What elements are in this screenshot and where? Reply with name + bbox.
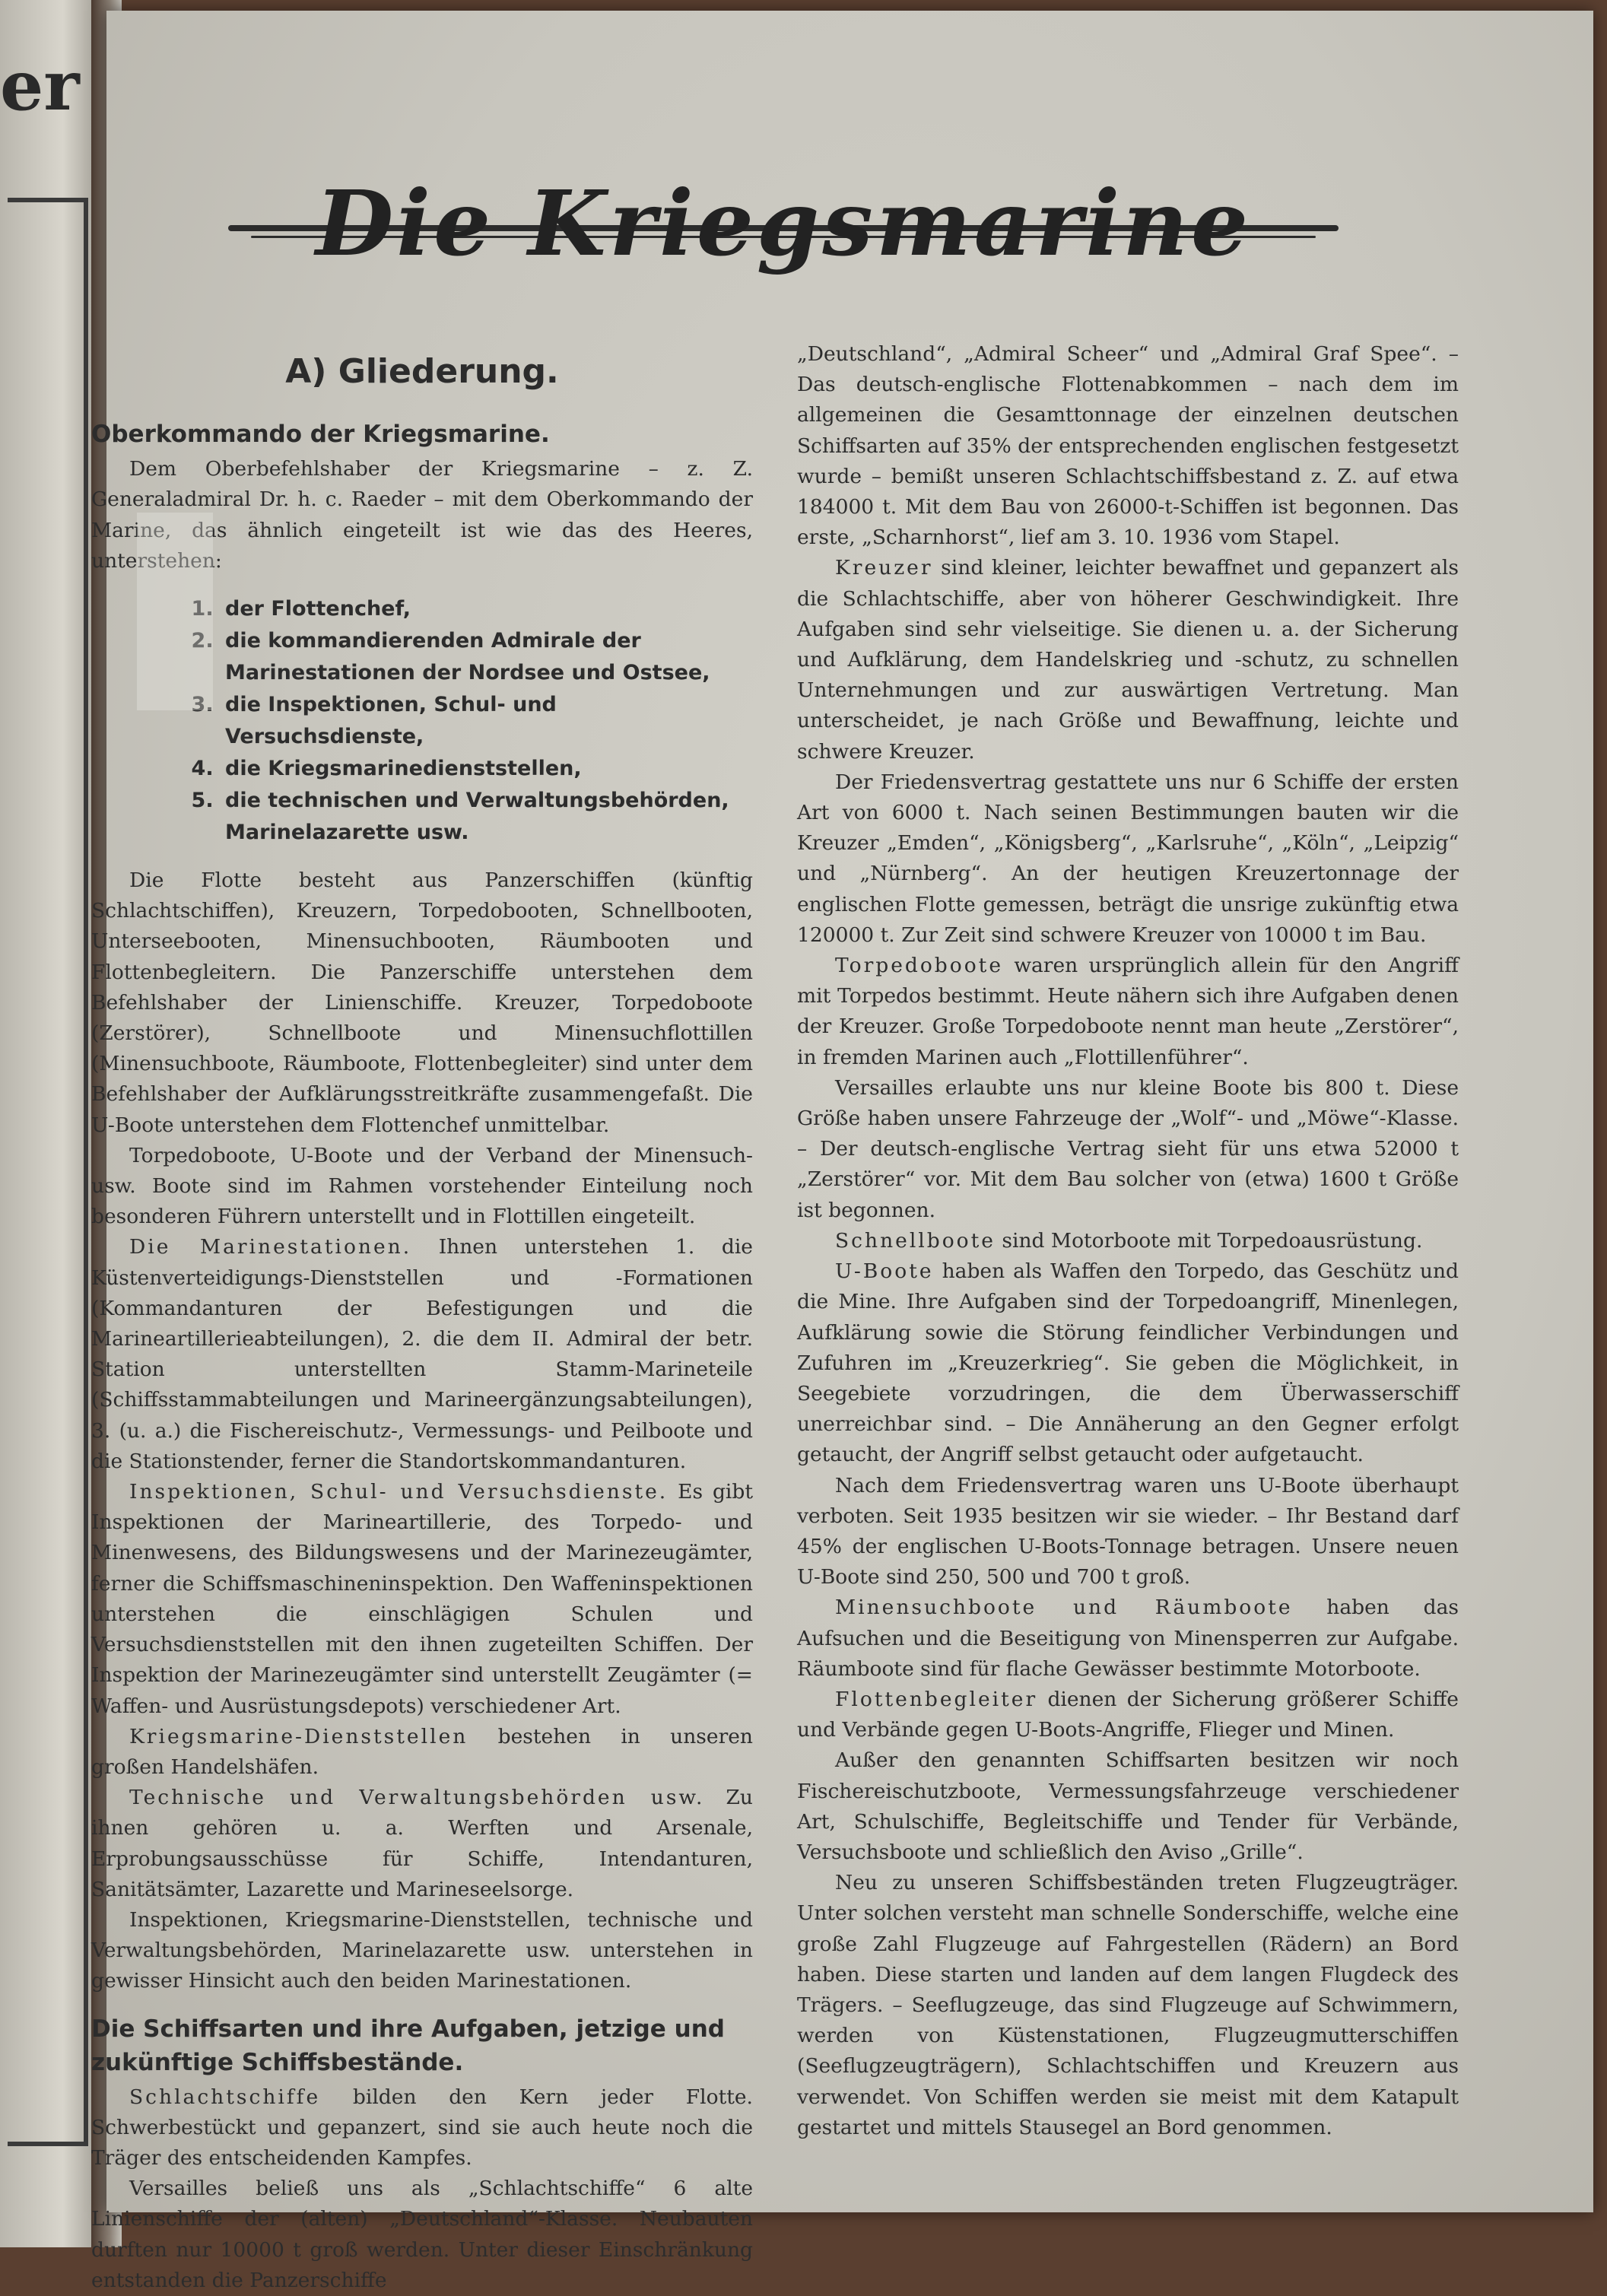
paragraph bbox=[797, 1256, 1459, 1470]
paragraph-lead: Flottenbegleiter bbox=[835, 1687, 1038, 1711]
paragraph-text: waren ursprünglich allein für den Angriff mit Torpedos bestimmt. Heute nähern sich ihre Aufgaben denen der Kreuzer. Große Torpedoboote nennt man heute „Zerstörer“, in fremden Marinen auch „Flottillenführer“. bbox=[797, 954, 1459, 1069]
paragraph bbox=[797, 1226, 1459, 1256]
list-item: 2. die kommandierenden Admirale der Marinestationen der Nordsee und Ostsee, bbox=[221, 625, 753, 689]
paragraph bbox=[91, 1477, 753, 1722]
paragraph-text: Es gibt Inspektionen der Marineartillerie, des Torpedo- und Minenwesens, des Bildungswesens und der Marinezeugämter, ferner die Schiffsmaschineninspektion. Den Waffeninspektionen unterstehen die einschlägigen Schulen und Versuchsdienststellen mit den ihnen zugeteilten Schiffen. Der Inspektion der Marinezeugämter sind unterstellt Zeugämter (= Waffen- und Ausrüstungsdepots) verschiedener Art. bbox=[91, 1480, 754, 1718]
paragraph-lead: Schlachtschiffe bbox=[129, 2085, 321, 2109]
subsection-heading: Die Schiffsarten und ihre Aufgaben, jetzige und zukünftige Schiffsbestände. bbox=[91, 2015, 725, 2076]
paragraph: Neu zu unseren Schiffsbeständen treten Flugzeugträger. Unter solchen versteht man schnelle Sonderschiffe, welche eine große Zahl Flugzeuge auf Fahrgestellen (Rädern) an Bord haben. Diese starten und landen auf dem langen Flugdeck des Trägers. – Seeflugzeuge, das sind Flugzeuge auf Schwimmern, werden von Küstenstationen, Flugzeugmutterschiffen (Seeflugzeugträgern), Schlachtschiffen und Kreuzern aus verwendet. Von Schiffen werden sie meist mit dem Katapult gestartet und mittels Stausegel an Bord genommen. bbox=[797, 1871, 1459, 2139]
paragraph: Außer den genannten Schiffsarten besitzen wir noch Fischereischutzboote, Vermessungsfahrzeuge verschiedener Art, Schulschiffe, Begleitschiffe und Tender für Verbände, Versuchsboote und schließlich den Aviso „Grille“. bbox=[797, 1748, 1459, 1864]
paragraph-lead: Torpedoboote bbox=[835, 954, 1004, 978]
paragraph bbox=[797, 951, 1459, 1073]
list-item: 4. die Kriegsmarinedienststellen, bbox=[221, 753, 753, 785]
paragraph: Dem Oberbefehlshaber der Kriegsmarine – z. Z. Generaladmiral Dr. h. c. Raeder – mit dem Oberkommando der Marine, das ähnlich eingeteilt ist wie das des Heeres, unterstehen: bbox=[91, 457, 753, 573]
paragraph-text: Ihnen unterstehen 1. die Küstenverteidigungs-Dienststellen und -Formationen (Kommandanturen der Befestigungen und die Marineartillerieabteilungen), 2. die dem II. Admiral der betr. Station unterstellten Stamm-Marineteile (Schiffsstammabteilungen und Marineergänzungsabteilungen), 3. (u. a.) die Fischereischutz-, Vermessungs- und Peilboote und die Stationstender, ferner die Standortskommandanturen. bbox=[91, 1235, 753, 1473]
page-title: Die Kriegsmarine bbox=[315, 170, 1252, 276]
paragraph-text: sind Motorboote mit Torpedoausrüstung. bbox=[1002, 1228, 1423, 1253]
paragraph: Versailles erlaubte uns nur kleine Boote bis 800 t. Diese Größe haben unsere Fahrzeuge der „Wolf“- und „Möwe“-Klasse. – Der deutsch-englische Vertrag sieht für uns etwa 52000 t „Zerstörer“ vor. Mit dem Bau solcher von (etwa) 1600 t Größe ist begonnen. bbox=[797, 1075, 1459, 1222]
previous-page-title-fragment: er bbox=[0, 46, 80, 126]
paragraph bbox=[91, 1783, 753, 1905]
paragraph-lead: Minensuchboote und Räumboote bbox=[835, 1596, 1293, 1620]
list-item: 5. die technischen und Verwaltungsbehörden, Marinelazarette usw. bbox=[221, 785, 753, 849]
paragraph-text: Zu ihnen gehören u. a. Werften und Arsenale, Erprobungsausschüsse für Schiffe, Intendanturen, Sanitätsämter, Lazarette und Marineseelsorge. bbox=[91, 1786, 753, 1901]
paragraph bbox=[797, 1593, 1459, 1685]
paragraph: Der Friedensvertrag gestattete uns nur 6 Schiffe der ersten Art von 6000 t. Nach seinen Bestimmungen bauten wir die Kreuzer „Emden“, „Königsberg“, „Karlsruhe“, „Köln“, „Leipzig“ und „Nürnberg“. An der heutigen Kreuzertonnage der englischen Flotte gemessen, beträgt die unsrige zukünftig etwa 120000 t. Zur Zeit sind schwere Kreuzer von 10000 t im Bau. bbox=[797, 770, 1459, 947]
paragraph-text: sind kleiner, leichter bewaffnet und gepanzert als die Schlachtschiffe, aber von höherer Geschwindigkeit. Ihre Aufgaben sind sehr vielseitige. Sie dienen u. a. der Sicherung und Aufklärung, dem Handelskrieg und -schutz, zu schnellen Unternehmungen und zur auswärtigen Vertretung. Man unterscheidet, je nach Größe und Bewaffnung, leichte und schwere Kreuzer. bbox=[797, 556, 1459, 764]
paragraph-lead: U-Boote bbox=[835, 1259, 934, 1284]
paragraph: Die Flotte besteht aus Panzerschiffen (künftig Schlachtschiffen), Kreuzern, Torpedobooten, Schnellbooten, Unterseebooten, Minensuchbooten, Räumbooten und Flottenbegleitern. Die Panzerschiffe unterstehen dem Befehlshaber der Linienschiffe. Kreuzer, Torpedoboote (Zerstörer), Schnellboote und Minensuchflottillen (Minensuchboote, Räumboote, Flottenbegleiter) sind unter dem Befehlshaber der Aufklärungsstreitkräfte zusammengefaßt. Die U-Boote unterstehen dem Flottenchef unmittelbar. bbox=[91, 869, 753, 1137]
title-banner bbox=[228, 163, 1339, 292]
paragraph bbox=[797, 553, 1459, 767]
paragraph bbox=[91, 1722, 753, 1783]
paragraph-lead: Inspektionen, Schul- und Versuchsdienste. bbox=[129, 1480, 669, 1504]
tape-residue bbox=[137, 513, 213, 710]
list-item: 1. der Flottenchef, bbox=[221, 593, 753, 625]
subsection-heading: Oberkommando der Kriegsmarine. bbox=[91, 421, 550, 449]
paragraph bbox=[797, 1685, 1459, 1745]
previous-page-frame bbox=[8, 198, 88, 2146]
paragraph-text: dienen der Sicherung größerer Schiffe und Verbände gegen U-Boots-Angriffe, Flieger und Minen. bbox=[797, 1687, 1459, 1742]
document-page bbox=[91, 11, 1593, 2292]
paragraph: Torpedoboote, U-Boote und der Verband der Minensuch- usw. Boote sind im Rahmen vorstehender Einteilung noch besonderen Führern unterstellt und in Flottillen eingeteilt. bbox=[91, 1143, 753, 1229]
paragraph: „Deutschland“, „Admiral Scheer“ und „Admiral Graf Spee“. – Das deutsch-englische Flottenabkommen – nach dem im allgemeinen die Gesamttonnage der einzelnen deutschen Schiffsarten auf 35% der entsprechenden englischen festgesetzt wurde – bemißt unseren Schlachtschiffsbestand z. Z. auf etwa 184000 t. Mit dem Bau von 26000-t-Schiffen ist begonnen. Das erste, „Scharnhorst“, lief am 3. 10. 1936 vom Stapel. bbox=[797, 342, 1459, 550]
paragraph: Versailles beließ uns als „Schlachtschiffe“ 6 alte Linienschiffe der (alten) „Deutschland“-Klasse. Neubauten durften nur 10000 t groß werden. Unter dieser Einschränkung entstanden die Panzerschiffe bbox=[91, 2177, 753, 2292]
list-item: 3. die Inspektionen, Schul- und Versuchsdienste, bbox=[221, 689, 753, 753]
paragraph: Nach dem Friedensvertrag waren uns U-Boote überhaupt verboten. Seit 1935 besitzen wir sie wieder. – Ihr Bestand darf 45% der englischen U-Boots-Tonnage betragen. Unsere neuen U-Boote sind 250, 500 und 700 t groß. bbox=[797, 1473, 1459, 1589]
paragraph-lead: Schnellboote bbox=[835, 1228, 996, 1253]
paragraph bbox=[91, 2082, 753, 2174]
paragraph bbox=[91, 1232, 753, 1477]
paragraph: Inspektionen, Kriegsmarine-Dienststellen, technische und Verwaltungsbehörden, Marinelazarette usw. unterstehen in gewisser Hinsicht auch den beiden Marinestationen. bbox=[91, 1907, 753, 1993]
paragraph-lead: Technische und Verwaltungsbehörden usw. bbox=[129, 1786, 705, 1810]
paragraph-lead: Die Marinestationen. bbox=[129, 1235, 412, 1259]
paragraph-lead: Kreuzer bbox=[835, 556, 933, 580]
paragraph-text: bilden den Kern jeder Flotte. Schwerbestückt und gepanzert, sind sie auch heute noch die Träger des entscheidenden Kampfes. bbox=[91, 2085, 753, 2170]
paragraph-text: bestehen in unseren großen Handelshäfen. bbox=[91, 1724, 753, 1779]
paragraph-lead: Kriegsmarine-Dienststellen bbox=[129, 1724, 468, 1748]
right-column bbox=[797, 339, 1459, 2143]
paragraph-text: haben als Waffen den Torpedo, das Geschütz und die Mine. Ihre Aufgaben sind der Torpedoangriff, Minenlegen, Aufklärung sowie die Störung feindlicher Verbindungen und Zufuhren im „Kreuzerkrieg“. Sie geben die Möglichkeit, in Seegebiete vorzudringen, die dem Überwasserschiff unerreichbar sind. – Die Annäherung an den Gegner erfolgt getaucht, der Angriff selbst getaucht oder aufgetaucht. bbox=[797, 1259, 1459, 1467]
paragraph-text: haben das Aufsuchen und die Beseitigung von Minensperren zur Aufgabe. Räumboote sind für flache Gewässer bestimmte Motorboote. bbox=[797, 1596, 1459, 1681]
section-heading: A) Gliederung. bbox=[285, 352, 559, 391]
